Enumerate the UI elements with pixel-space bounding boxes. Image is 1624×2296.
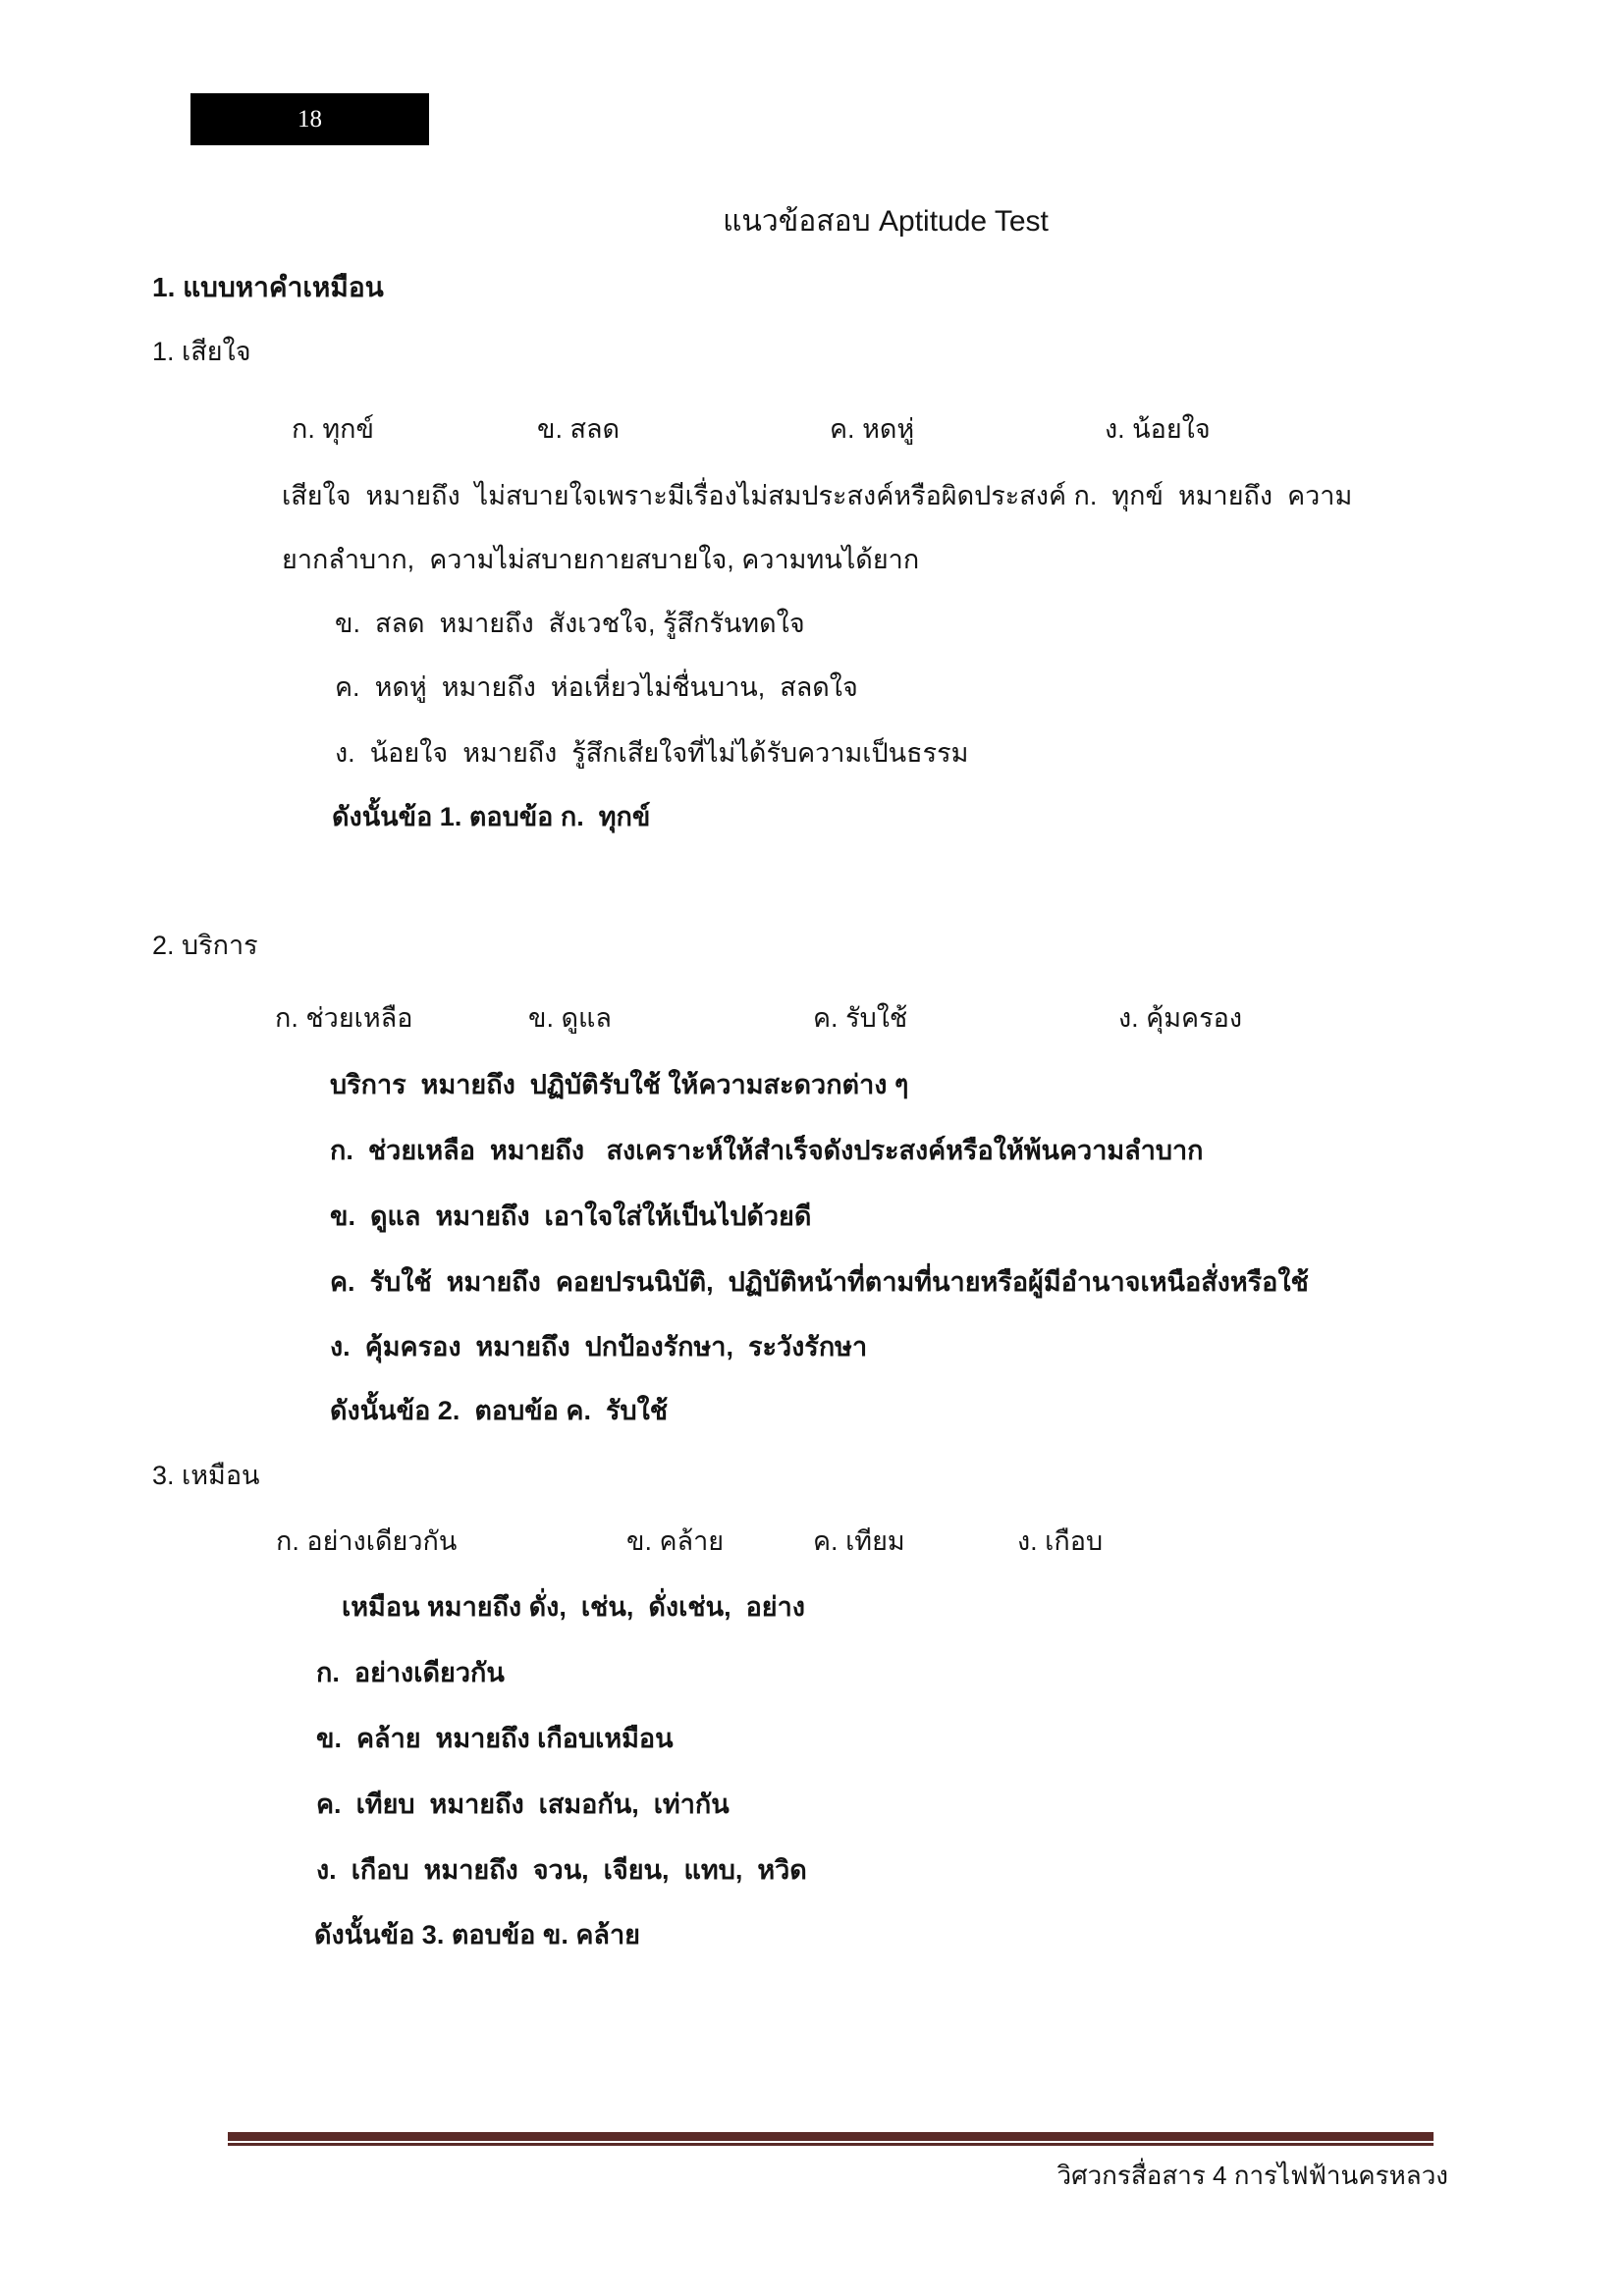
explanation-line: ง. คุ้มครอง หมายถึง ปกป้องรักษา, ระวังรักษา bbox=[330, 1332, 868, 1362]
option-b: ข. ดูแล bbox=[528, 1003, 612, 1033]
footer-divider bbox=[228, 2132, 1434, 2146]
footer-divider-thin-bar bbox=[228, 2143, 1434, 2146]
explanation-line: บริการ หมายถึง ปฏิบัติรับใช้ ให้ความสะดวกต่าง ๆ bbox=[330, 1070, 909, 1099]
explanation-line: ค. รับใช้ หมายถึง คอยปรนนิบัติ, ปฏิบัติหน้าที่ตามที่นายหรือผู้มีอำนาจเหนือสั่งหรือใช้ bbox=[330, 1267, 1309, 1297]
option-c: ค. เทียม bbox=[813, 1526, 905, 1556]
option-d: ง. เกือบ bbox=[1017, 1526, 1104, 1556]
question-3-options bbox=[0, 1522, 1624, 1561]
explanation-line: ง. น้อยใจ หมายถึง รู้สึกเสียใจที่ไม่ได้รับความเป็นธรรม bbox=[335, 738, 969, 768]
explanation-line: ข. สลด หมายถึง สังเวชใจ, รู้สึกรันทดใจ bbox=[335, 609, 805, 638]
answer-line: ดังนั้นข้อ 2. ตอบข้อ ค. รับใช้ bbox=[330, 1396, 669, 1425]
option-a: ก. ทุกข์ bbox=[292, 414, 374, 444]
option-c: ค. หดหู่ bbox=[830, 414, 915, 444]
answer-line: ดังนั้นข้อ 1. ตอบข้อ ก. ทุกข์ bbox=[332, 802, 651, 831]
explanation-line: ค. หดหู่ หมายถึง ห่อเหี่ยวไม่ชื่นบาน, สลดใจ bbox=[335, 672, 858, 702]
question-3-heading: 3. เหมือน bbox=[152, 1461, 260, 1490]
option-c: ค. รับใช้ bbox=[813, 1003, 908, 1033]
option-d: ง. น้อยใจ bbox=[1105, 414, 1211, 444]
page-number: 18 bbox=[298, 105, 322, 133]
explanation-line: ก. ช่วยเหลือ หมายถึง สงเคราะห์ให้สำเร็จดังประสงค์หรือให้พ้นความลำบาก bbox=[330, 1136, 1204, 1165]
option-b: ข. สลด bbox=[537, 414, 621, 444]
explanation-line: ข. คล้าย หมายถึง เกือบเหมือน bbox=[316, 1724, 674, 1753]
option-a: ก. ช่วยเหลือ bbox=[275, 1003, 413, 1033]
question-1-options bbox=[0, 409, 1624, 449]
explanation-line: เหมือน หมายถึง ดั่ง, เช่น, ดั่งเช่น, อย่าง bbox=[342, 1592, 805, 1622]
explanation-line: ง. เกือบ หมายถึง จวน, เจียน, แทบ, หวิด bbox=[316, 1855, 807, 1885]
option-a: ก. อย่างเดียวกัน bbox=[276, 1526, 458, 1556]
explanation-line: ก. อย่างเดียวกัน bbox=[316, 1658, 505, 1687]
explanation-line: เสียใจ หมายถึง ไม่สบายใจเพราะมีเรื่องไม่สมประสงค์หรือผิดประสงค์ ก. ทุกข์ หมายถึง ความ bbox=[282, 481, 1353, 510]
explanation-line: ค. เทียบ หมายถึง เสมอกัน, เท่ากัน bbox=[316, 1789, 730, 1819]
question-2-heading: 2. บริการ bbox=[152, 931, 258, 960]
question-2-options bbox=[0, 998, 1624, 1038]
page-number-badge bbox=[190, 93, 429, 145]
answer-line: ดังนั้นข้อ 3. ตอบข้อ ข. คล้าย bbox=[314, 1920, 640, 1949]
footer-text: วิศวกรสื่อสาร 4 การไฟฟ้านครหลวง bbox=[1056, 2161, 1448, 2190]
question-1-heading: 1. เสียใจ bbox=[152, 337, 251, 366]
page-title: แนวข้อสอบ Aptitude Test bbox=[723, 205, 1049, 238]
option-b: ข. คล้าย bbox=[626, 1526, 725, 1556]
footer-divider-thick-bar bbox=[228, 2132, 1434, 2141]
option-d: ง. คุ้มครอง bbox=[1118, 1003, 1243, 1033]
section-heading: 1. แบบหาคำเหมือน bbox=[152, 272, 384, 302]
explanation-line: ยากลำบาก, ความไม่สบายกายสบายใจ, ความทนได้ยาก bbox=[282, 545, 920, 574]
explanation-line: ข. ดูแล หมายถึง เอาใจใส่ให้เป็นไปด้วยดี bbox=[330, 1201, 812, 1231]
